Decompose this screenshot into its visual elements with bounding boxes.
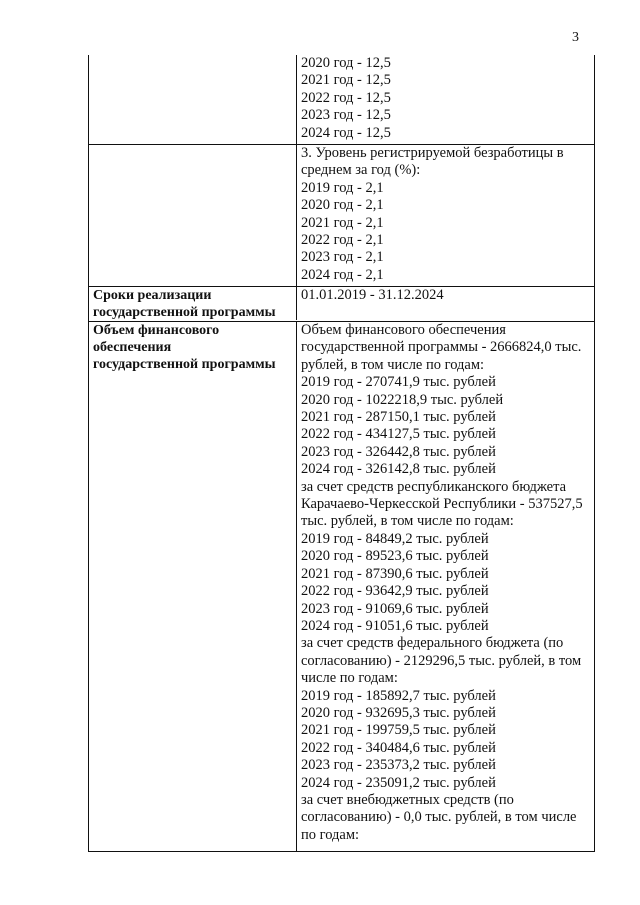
text-line: 2021 год - 12,5 [301, 72, 391, 89]
text-line: тыс. рублей, в том числе по годам: [301, 513, 514, 530]
text-line: согласованию) - 2129296,5 тыс. рублей, в том [301, 652, 582, 669]
program-passport-table [88, 55, 595, 852]
text-line: 2022 год - 434127,5 тыс. рублей [301, 426, 496, 443]
text-line: 2024 год - 2,1 [301, 266, 384, 283]
text-line: согласованию) - 0,0 тыс. рублей, в том числе [301, 809, 577, 826]
text-line: 2024 год - 91051,6 тыс. рублей [301, 617, 489, 634]
text-line: 2022 год - 340484,6 тыс. рублей [301, 739, 496, 756]
text-line: за счет средств федерального бюджета (по [301, 635, 564, 652]
text-line: 2020 год - 1022218,9 тыс. рублей [301, 391, 504, 408]
text-line: 2021 год - 287150,1 тыс. рублей [301, 409, 496, 426]
text-line: 2020 год - 932695,3 тыс. рублей [301, 704, 496, 721]
text-line: 2019 год - 2,1 [301, 179, 384, 196]
text-line: за счет средств республиканского бюджета [301, 478, 567, 495]
text-line: 2021 год - 199759,5 тыс. рублей [301, 722, 496, 739]
row-label-line: государственной программы [93, 305, 276, 320]
row-label-cell [89, 145, 296, 286]
text-line: 2020 год - 89523,6 тыс. рублей [301, 548, 489, 565]
text-line: среднем за год (%): [301, 162, 421, 179]
text-line: 2022 год - 12,5 [301, 89, 391, 106]
text-line: 2019 год - 185892,7 тыс. рублей [301, 687, 496, 704]
text-line: 01.01.2019 - 31.12.2024 [301, 287, 444, 303]
text-line: числе по годам: [301, 670, 398, 687]
text-line: Объем финансового обеспечения [301, 322, 506, 338]
text-line: 2023 год - 326442,8 тыс. рублей [301, 443, 496, 460]
text-line: Карачаево-Черкесской Республики - 537527,5 [301, 496, 583, 513]
row-label-line: Сроки реализации [93, 288, 212, 303]
text-line: 3. Уровень регистрируемой безработицы в [301, 145, 564, 161]
page-number: 3 [572, 30, 579, 45]
text-line: государственной программы - 2666824,0 тыс. [301, 339, 582, 356]
text-line: 2021 год - 2,1 [301, 214, 384, 231]
row-label-cell [89, 55, 296, 144]
text-line: 2019 год - 84849,2 тыс. рублей [301, 530, 489, 547]
text-line: 2023 год - 235373,2 тыс. рублей [301, 757, 496, 774]
text-line: 2023 год - 91069,6 тыс. рублей [301, 600, 489, 617]
row-value-cell [296, 55, 594, 144]
row-value-cell [296, 145, 594, 286]
text-line: 2022 год - 2,1 [301, 232, 384, 249]
row-value-cell [296, 287, 594, 320]
row-value-cell [296, 322, 594, 851]
row-label-line: Объем финансового [93, 323, 220, 338]
text-line: 2019 год - 270741,9 тыс. рублей [301, 374, 496, 391]
row-label-line: государственной программы [93, 357, 276, 372]
row-label-cell [89, 322, 296, 851]
table-row [89, 55, 594, 144]
table-row [89, 286, 594, 321]
table-row [89, 321, 594, 851]
text-line: 2022 год - 93642,9 тыс. рублей [301, 583, 489, 600]
text-line: рублей, в том числе по годам: [301, 356, 485, 373]
text-line: 2024 год - 326142,8 тыс. рублей [301, 461, 496, 478]
text-line: за счет внебюджетных средств (по [301, 791, 514, 808]
text-line: по годам: [301, 826, 360, 843]
text-line: 2023 год - 2,1 [301, 249, 384, 266]
text-line: 2024 год - 12,5 [301, 124, 391, 141]
text-line: 2020 год - 2,1 [301, 197, 384, 214]
row-label-cell [89, 287, 296, 321]
table-row [89, 144, 594, 286]
text-line: 2023 год - 12,5 [301, 107, 391, 124]
text-line: 2024 год - 235091,2 тыс. рублей [301, 774, 496, 791]
text-line: 2021 год - 87390,6 тыс. рублей [301, 565, 489, 582]
text-line: 2020 год - 12,5 [301, 55, 391, 71]
row-label-line: обеспечения [93, 340, 172, 355]
